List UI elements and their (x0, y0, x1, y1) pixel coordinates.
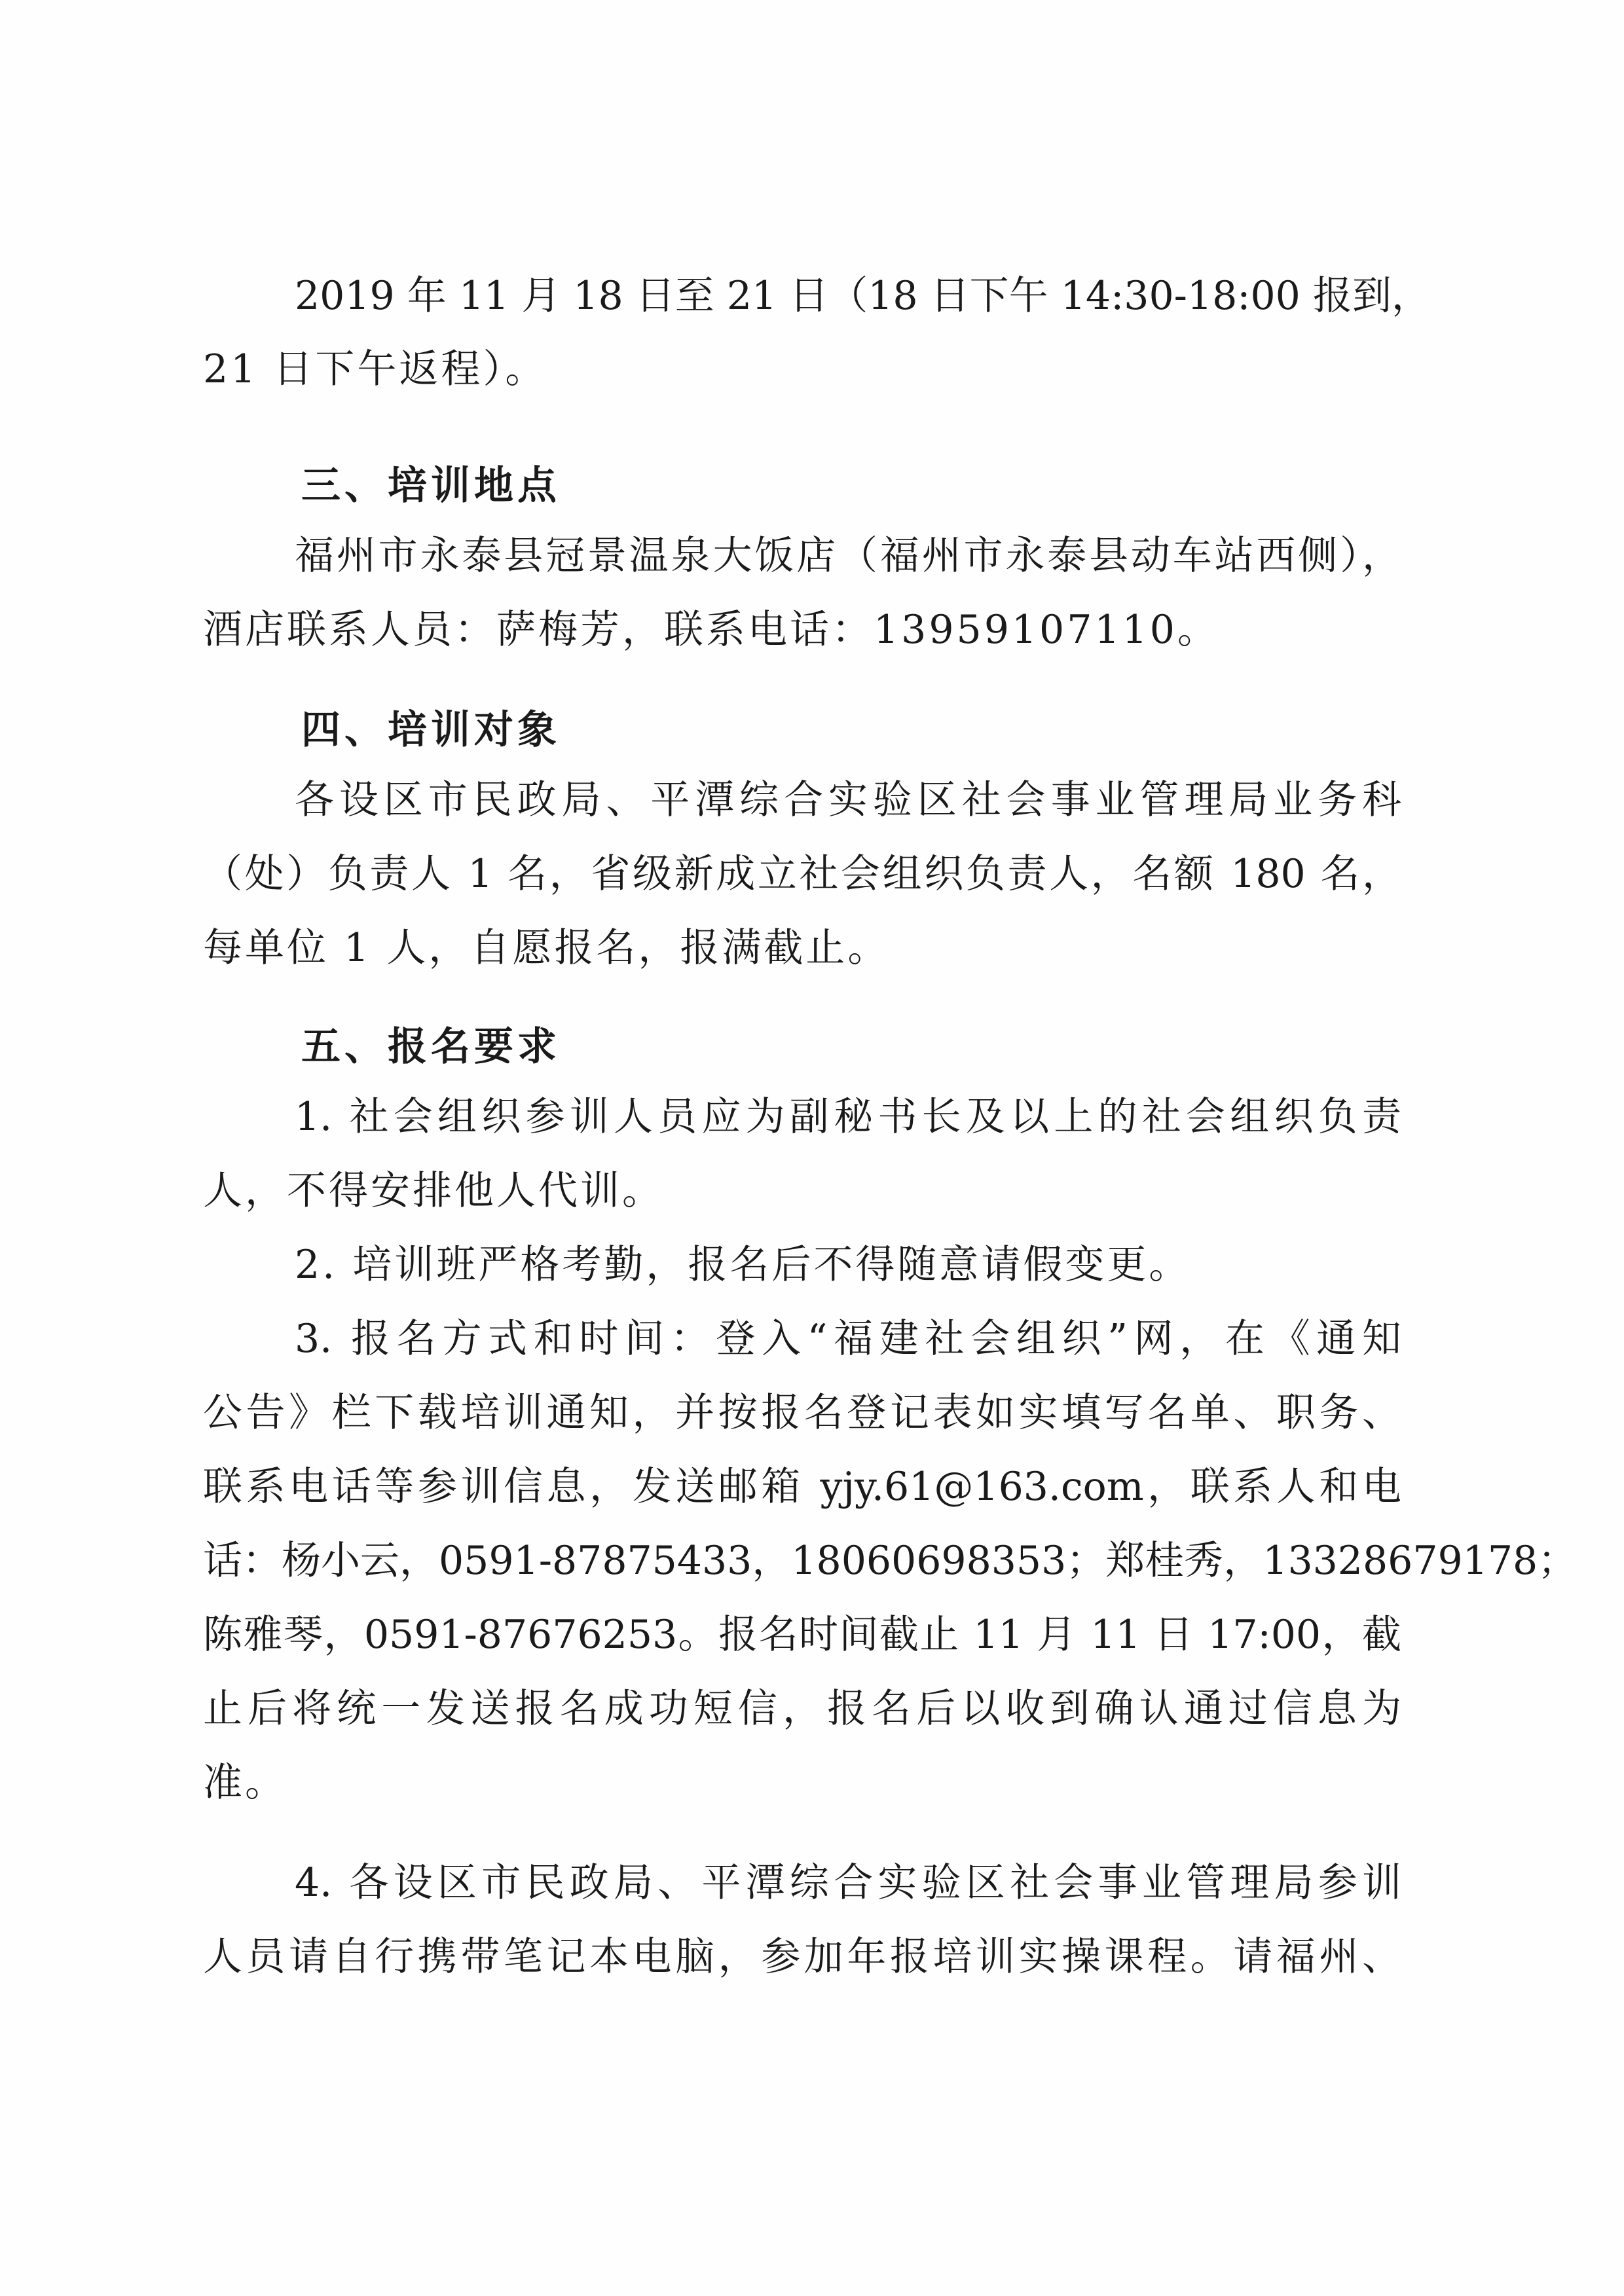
section-heading-requirements: 五、报名要求 (301, 1024, 561, 1070)
requirement-4-line-2: 人员请自行携带笔记本电脑，参加年报培训实操课程。请福州、 (203, 1934, 1401, 1980)
time-paragraph-line-2: 21 日下午返程）。 (203, 346, 547, 392)
section-heading-target: 四、培训对象 (301, 707, 561, 753)
location-paragraph-line-1: 福州市永泰县冠景温泉大饭店（福州市永泰县动车站西侧）， (295, 533, 1401, 579)
requirement-4-line-1: 4. 各设区市民政局、平潭综合实验区社会事业管理局参训 (295, 1860, 1401, 1906)
requirement-3-line-6: 止后将统一发送报名成功短信，报名后以收到确认通过信息为 (203, 1686, 1401, 1732)
target-paragraph-line-1: 各设区市民政局、平潭综合实验区社会事业管理局业务科 (295, 777, 1401, 823)
requirement-3-line-4: 话：杨小云，0591-87875433，18060698353；郑桂秀，13328679178； (203, 1538, 1578, 1584)
requirement-1-line-2: 人，不得安排他人代训。 (203, 1168, 664, 1214)
section-heading-location: 三、培训地点 (301, 463, 561, 509)
requirement-3-line-1: 3. 报名方式和时间：登入“福建社会组织”网，在《通知 (295, 1316, 1401, 1362)
requirement-1-line-1: 1. 社会组织参训人员应为副秘书长及以上的社会组织负责 (295, 1094, 1401, 1140)
requirement-3-line-3: 联系电话等参训信息，发送邮箱 yjy.61@163.com，联系人和电 (203, 1464, 1401, 1510)
target-paragraph-line-2: （处）负责人 1 名，省级新成立社会组织负责人，名额 180 名， (203, 851, 1401, 897)
target-paragraph-line-3: 每单位 1 人，自愿报名，报满截止。 (203, 925, 890, 971)
requirement-2-line-1: 2. 培训班严格考勤，报名后不得随意请假变更。 (295, 1242, 1191, 1288)
time-paragraph-line-1: 2019 年 11 月 18 日至 21 日（18 日下午 14:30-18:00 报到， (295, 273, 1431, 319)
location-paragraph-line-2: 酒店联系人员：萨梅芳，联系电话：13959107110。 (203, 607, 1219, 653)
requirement-3-line-2: 公告》栏下载培训通知，并按报名登记表如实填写名单、职务、 (203, 1390, 1401, 1436)
requirement-3-line-7: 准。 (203, 1760, 287, 1806)
requirement-3-line-5: 陈雅琴，0591-87676253。报名时间截止 11 月 11 日 17:00，截 (203, 1612, 1401, 1658)
